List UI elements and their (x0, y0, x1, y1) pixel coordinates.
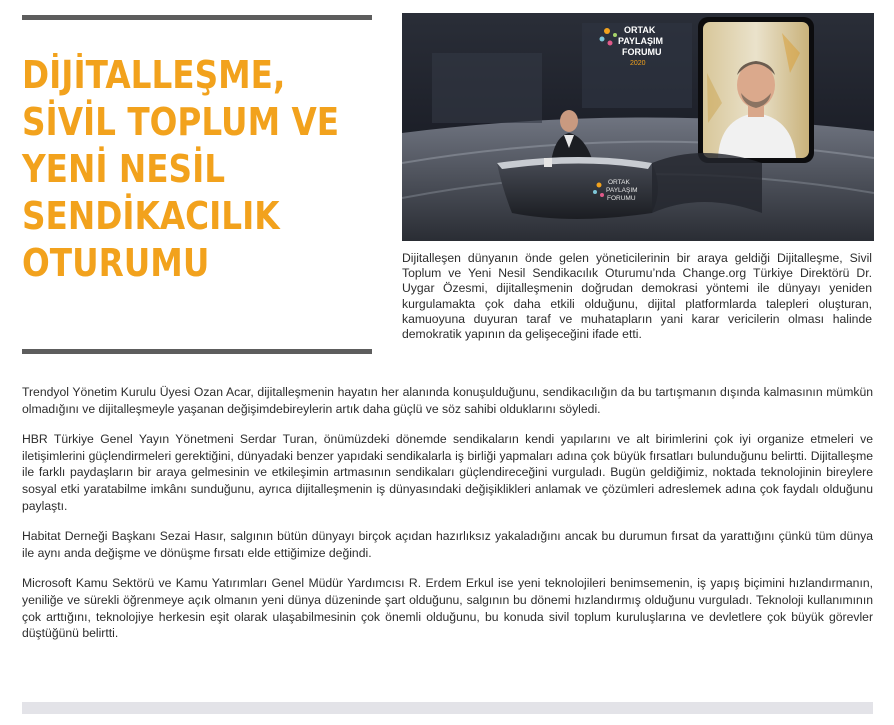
lead-paragraph: Dijitalleşen dünyanın önde gelen yöneticilerinin bir araya geldiği Dijitalleşme, Sivil Toplum ve Yeni Nesil Sendikacılık Oturumu’nda Change.org Türkiye Direktörü Dr. Uygar Özesmi, dijitalleşmenin doğrudan demokrasi yöntemi ile dünyayı yeniden kurgulamakta çok daha etkili olduğunu, dijital platformlarda talepleri oluşturan, kamuoyuna duyuran taraf ve muhatapların yani karar vericilerin olması halinde demokratik yapının da gelişeceğini ifade etti. (402, 251, 872, 342)
article-body (22, 384, 873, 656)
studio-photo (402, 13, 874, 241)
body-paragraph-1: Trendyol Yönetim Kurulu Üyesi Ozan Acar, dijitalleşmenin hayatın her alanında konuşulduğunu, sendikacılığın da bu tartışmanın dışında kalmasının mümkün olmadığını ve dijitalleşmeyle yaşanan değişimdebireylerin artık daha güçlü ve söz sahibi olduklarını söyledi. (22, 385, 873, 416)
screen-logo-line-2: PAYLAŞIM (618, 36, 664, 46)
studio-desk (497, 157, 658, 219)
title-line-3: YENİ NESİL (22, 147, 226, 191)
article-title (22, 52, 340, 287)
remote-speaker-video (698, 17, 814, 163)
studio-scene (402, 13, 874, 241)
screen-logo-line-3: FORUMU (622, 47, 662, 57)
screen-logo-year: 2020 (630, 60, 646, 67)
desk-logo-line-1: ORTAK (608, 179, 630, 186)
title-line-4: SENDİKACILIK (22, 194, 280, 238)
body-paragraph-3: Habitat Derneği Başkanı Sezai Hasır, salgının bütün dünyayı birçok açıdan hazırlıksız yakaladığını ancak bu durumun fırsat da yarattığını çünkü tüm dünya ile aynı anda değişme ve dönüşme fırsatı elde ettiğimize değindi. (22, 529, 873, 560)
desk-logo-line-3: FORUMU (607, 195, 636, 202)
screen-logo-line-1: ORTAK (624, 25, 656, 35)
title-line-1: DİJİTALLEŞME, (22, 53, 286, 97)
title-line-5: OTURUMU (22, 241, 210, 285)
title-line-2: SİVİL TOPLUM VE (22, 100, 340, 144)
body-paragraph-4: Microsoft Kamu Sektörü ve Kamu Yatırımları Genel Müdür Yardımcısı R. Erdem Erkul ise yeni teknolojileri benimsemenin, iş yapış biçimini hızlandırmanın, yeniliğe ve sürekli öğrenmeye açık olmanın yeni dünya düzeninde şart olduğunu, salgının bu dönemi hızlandırmış olduğunu vurguladı. Teknoloji kullanımının çok arttığını, teknolojiye herkesin eşit olarak ulaşabilmesinin çok önemli olduğunu, bu konuda sivil toplum kuruluşlarına ve devletlere çok büyük görevler düştüğünü belirtti. (22, 576, 873, 641)
body-paragraph-2: HBR Türkiye Genel Yayın Yönetmeni Serdar Turan, önümüzdeki dönemde sendikaların kendi yapılarını ve alt birimlerini çok iyi organize etmeleri ve iletişimlerini güçlendirmeleri gerektiğini, dünyadaki benzer yapıdaki sendikalarla iş birliği yapmaları adına çok büyük fırsatları bulunduğunu belirtti. Dijitalleşme ile farklı paydaşların bir araya gelmesinin ve etkileşimin artmasının sendikaları güçlendireceğini vurguladı. Bugün geldiğimiz, noktada teknolojinin bireylere sosyal etki yaratabilme imkânı sunduğunu, ayrıca dijitalleşmenin iş dünyasındaki değişiklikleri anlamak ve çözümleri adreslemek adına çok faydalı olduğunu paylaştı. (22, 432, 873, 513)
footer-bar (22, 702, 873, 714)
desk-logo-line-2: PAYLAŞIM (606, 187, 638, 194)
top-divider (22, 15, 372, 20)
bottom-divider (22, 349, 372, 354)
